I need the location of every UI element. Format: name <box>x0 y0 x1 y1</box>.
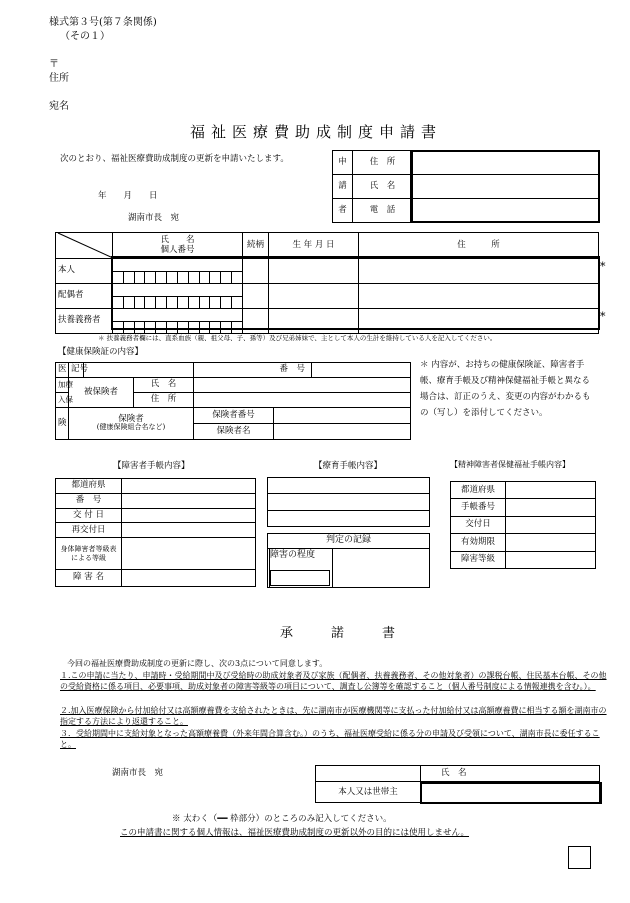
insurance-table <box>55 362 411 440</box>
side-shin: 申 <box>333 151 353 175</box>
degree-label: 障害の程度 <box>270 550 316 560</box>
header-name: 氏 名 <box>160 235 195 246</box>
insurer-label: 保険者 <box>118 413 144 424</box>
mental-pref-label: 都道府県 <box>451 482 506 499</box>
ryoiku-row-2-input[interactable] <box>268 494 430 510</box>
header-address: 住 所 <box>359 233 599 259</box>
applicant-phone-label: 電 話 <box>353 199 413 223</box>
consent-item-2: ２.加入医療保険から付加給付又は高額療養費を支給されたときは、先に湖南市が医療機関等に支払った付加給付又は高額療養費に相当する額を湖南市の指定する方法により返還すること。 <box>60 706 607 726</box>
address-label: 住所 <box>49 73 69 84</box>
star-mark: * <box>600 260 606 273</box>
self-name-input[interactable] <box>113 259 242 272</box>
supporter-relation-input[interactable] <box>243 309 269 334</box>
insurer-sub-label: (健康保険組合名など) <box>96 423 166 432</box>
insurer-no-label: 保険者番号 <box>194 408 274 424</box>
supporter-id-input[interactable] <box>113 322 242 333</box>
signature-table <box>315 765 600 803</box>
footer-note-1: ※ 太わく（━━ 枠部分）のところのみ記入してください。 <box>172 814 392 824</box>
mental-title: 【精神障害者保健福祉手帳内容】 <box>450 460 570 469</box>
degree-input[interactable] <box>270 570 330 586</box>
table-row <box>56 284 599 309</box>
diagonal-line-icon <box>58 233 113 258</box>
side-i: 医 <box>56 363 69 378</box>
self-dob-input[interactable] <box>269 259 359 284</box>
mental-table <box>450 481 596 569</box>
form-number: 様式第３号(第７条関係) <box>49 17 157 28</box>
self-address-input[interactable] <box>359 259 599 284</box>
insured-address-input[interactable] <box>194 393 411 408</box>
disability-table <box>55 478 256 587</box>
mental-pref-input[interactable] <box>506 482 596 499</box>
consent-title: 承 諾 書 <box>280 626 400 641</box>
insurer-name-input[interactable] <box>274 424 411 440</box>
supporter-name-input[interactable] <box>113 309 242 322</box>
header-dob: 生 年 月 日 <box>269 233 359 259</box>
row-label-spouse: 配偶者 <box>56 284 113 309</box>
self-relation-input[interactable] <box>243 259 269 284</box>
mental-expiry-input[interactable] <box>506 534 596 551</box>
spouse-dob-input[interactable] <box>269 284 359 309</box>
consent-recipient: 湖南市長 宛 <box>112 768 164 778</box>
sign-name-label: 氏 名 <box>421 766 600 782</box>
form-sub: （その１） <box>60 31 110 42</box>
code-input[interactable] <box>84 363 194 378</box>
self-id-input[interactable] <box>113 272 242 283</box>
date-field[interactable]: 年 月 日 <box>98 191 158 201</box>
disability-reissue-label: 再交付日 <box>56 523 122 538</box>
consent-lead: 今回の福祉医療費助成制度の更新に際し、次の3点について同意します。 <box>67 659 328 668</box>
sign-name-input[interactable] <box>421 782 600 803</box>
disability-pref-label: 都道府県 <box>56 479 122 494</box>
star-mark: * <box>600 310 606 323</box>
side-kanyu-1: 加 <box>58 379 66 389</box>
side-sha: 者 <box>333 199 353 223</box>
postal-mark: 〒 <box>49 59 59 70</box>
disability-issue-label: 交 付 日 <box>56 508 122 523</box>
mental-number-input[interactable] <box>506 499 596 516</box>
applicant-name-label: 氏 名 <box>353 175 413 199</box>
insured-address-label: 住 所 <box>134 393 194 408</box>
mental-grade-label: 障害等級 <box>451 551 506 568</box>
applicant-table <box>332 150 599 223</box>
disability-number-label: 番 号 <box>56 493 122 508</box>
side-sei: 請 <box>333 175 353 199</box>
row-label-self: 本人 <box>56 259 113 284</box>
disability-number-input[interactable] <box>122 493 256 508</box>
ryoiku-row-3-input[interactable] <box>268 510 430 526</box>
applicant-address-input[interactable] <box>413 151 599 175</box>
number-input[interactable] <box>312 363 411 378</box>
disability-pref-input[interactable] <box>122 479 256 494</box>
judgement-label: 判定の記録 <box>268 534 430 549</box>
consent-item-1: １.この申請に当たり、申請時・受給期間中及び受給時の助成対象者及び家族（配偶者、扶養義務者、その他対象者）の課税台帳、住民基本台帳、その他の受給資格に係る項目、必要事項、助成対象者の障害等級等の項目について、調査し公簿等を確認すること（個人番号制度による情報連携を含む。）。 <box>60 671 607 691</box>
applicant-address-label: 住 所 <box>353 151 413 175</box>
ryoiku-table <box>267 477 430 527</box>
spouse-relation-input[interactable] <box>243 284 269 309</box>
mental-expiry-label: 有効期限 <box>451 534 506 551</box>
header-id: 個人番号 <box>160 244 195 255</box>
mental-issue-label: 交付日 <box>451 516 506 533</box>
family-footnote: ＊ 扶養義務者欄には、直系血族（親、祖父母、子、孫等）及び兄弟姉妹で、主として本人の生計を維持している人を記入してください。 <box>98 334 497 342</box>
insurer-name-label: 保険者名 <box>194 424 274 440</box>
ryoiku-row-1-input[interactable] <box>268 478 430 494</box>
footer-note-2: この申請書に関する個人情報は、福祉医療費助成制度の更新以外の目的には使用しません。 <box>120 828 470 838</box>
code-label: 記号 <box>69 363 84 378</box>
disability-name-input[interactable] <box>122 570 256 587</box>
disability-issue-input[interactable] <box>122 508 256 523</box>
intro-text: 次のとおり、福祉医療費助成制度の更新を申請いたします。 <box>60 154 289 164</box>
spouse-name-input[interactable] <box>113 284 242 297</box>
supporter-dob-input[interactable] <box>269 309 359 334</box>
insurer-no-input[interactable] <box>274 408 411 424</box>
number-label: 番 号 <box>274 363 312 378</box>
disability-name-label: 障 害 名 <box>56 570 122 587</box>
consent-item-3: ３．受給期間中に支給対象となった高額療養費（外来年間合算含む。）のうち、福祉医療受給に係る分の申請及び受領について、湖南市長に委任すること。 <box>60 729 600 749</box>
recipient: 湖南市長 宛 <box>128 213 180 223</box>
table-row <box>56 259 599 284</box>
side-ryo: 療 <box>65 379 73 389</box>
ryoiku-title: 【療育手帳内容】 <box>314 461 383 471</box>
stamp-box[interactable] <box>568 846 591 869</box>
mental-number-label: 手帳番号 <box>451 499 506 516</box>
family-table <box>55 232 599 334</box>
insurance-note: ＊ 内容が、お持ちの健康保険証、障害者手帳、療育手帳及び精神保健福祉手帳と異なる場合は、訂正のうえ、変更の内容がわかるもの（写し）を添付してください。 <box>420 360 591 418</box>
insured-label: 被保険者 <box>69 378 134 408</box>
spouse-address-input[interactable] <box>359 284 599 309</box>
side-ho: 保 <box>65 394 73 404</box>
disability-reissue-input[interactable] <box>122 523 256 538</box>
sign-role-label: 本人又は世帯主 <box>316 782 421 803</box>
mental-grade-input[interactable] <box>506 551 596 568</box>
insured-name-input[interactable] <box>194 378 411 393</box>
insured-name-label: 氏 名 <box>134 378 194 393</box>
disability-title: 【障害者手帳内容】 <box>113 461 190 471</box>
disability-grade-label: 身体障害者等級表による等級 <box>56 538 122 570</box>
insurance-section-title: 【健康保険証の内容】 <box>58 347 144 357</box>
applicant-phone-input[interactable] <box>413 199 599 223</box>
disability-grade-input[interactable] <box>122 538 256 570</box>
applicant-name-input[interactable] <box>413 175 599 199</box>
spouse-id-input[interactable] <box>113 297 242 308</box>
mental-issue-input[interactable] <box>506 516 596 533</box>
row-label-supporter: 扶養義務者 <box>56 309 113 334</box>
side-ken: 険 <box>56 408 69 440</box>
header-relation: 続柄 <box>243 233 269 259</box>
supporter-address-input[interactable] <box>359 309 599 334</box>
addressee-label: 宛名 <box>49 101 69 112</box>
side-kanyu-2: 入 <box>58 394 66 404</box>
page-title: 福祉医療費助成制度申請書 <box>190 123 443 141</box>
diagonal-header <box>56 233 113 259</box>
table-row <box>56 309 599 334</box>
